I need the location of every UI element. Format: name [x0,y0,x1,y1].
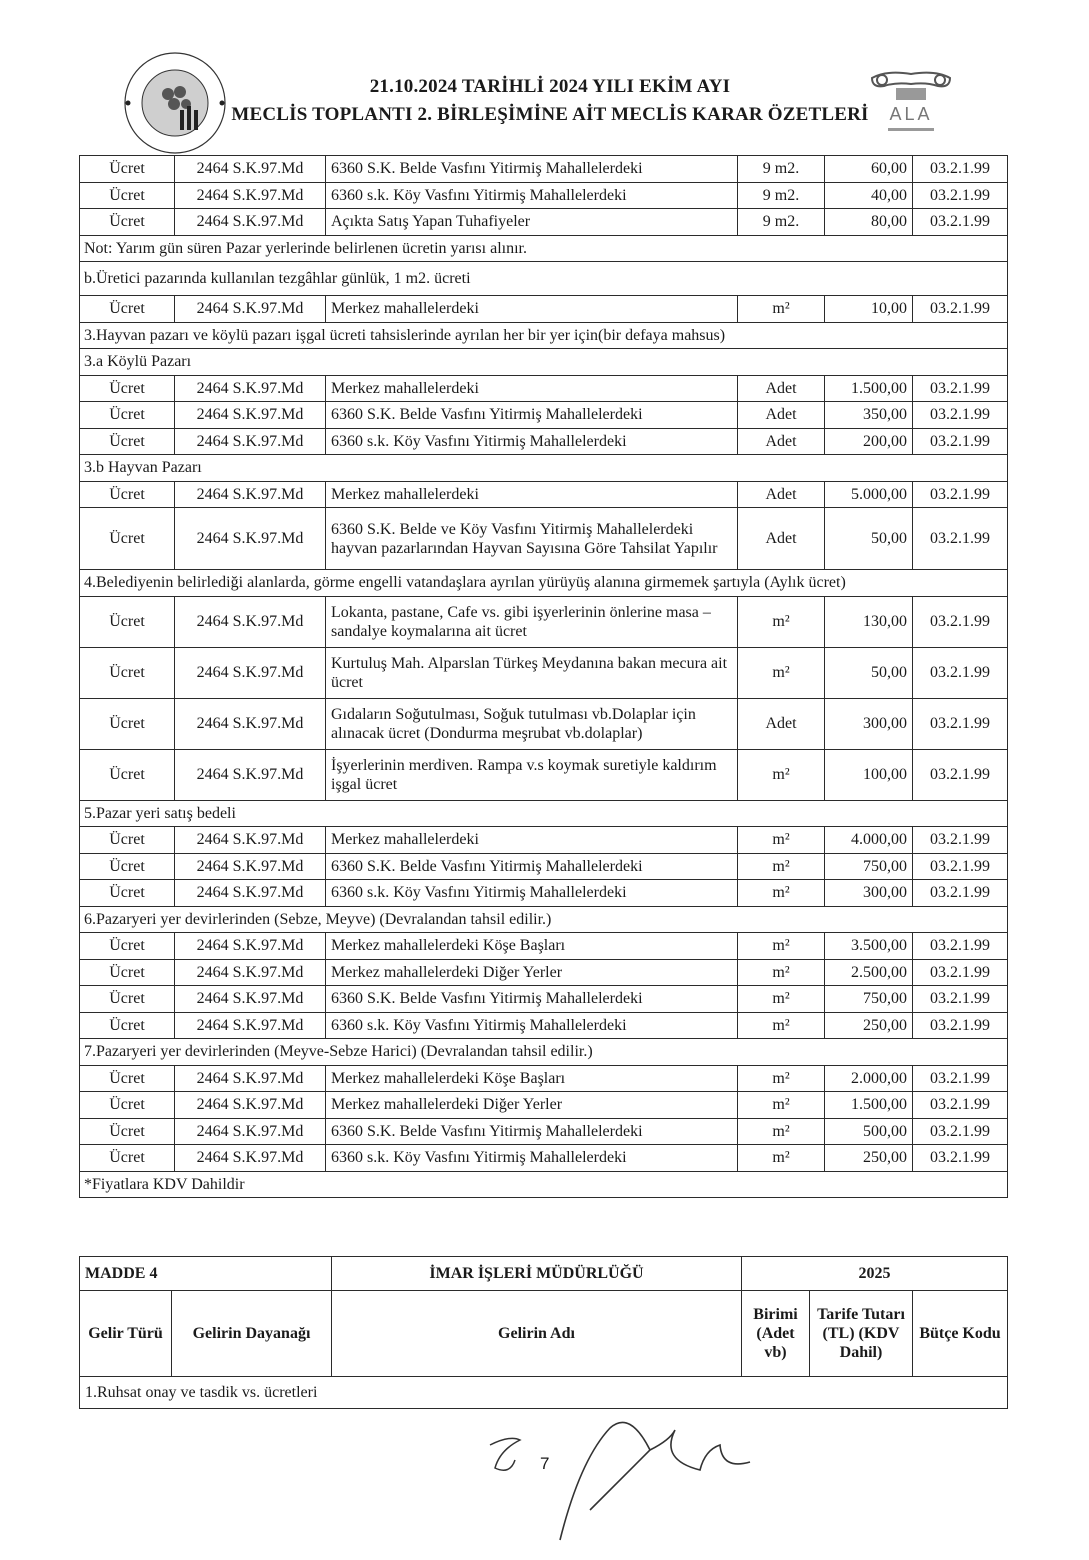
unit-cell: Adet [738,481,825,508]
tariff-cell: 750,00 [825,986,913,1013]
income-name-cell: Merkez mahallelerdeki [326,296,738,323]
income-type-cell: Ücret [80,959,175,986]
section-note: 3.a Köylü Pazarı [80,349,1008,376]
budget-code-cell: 03.2.1.99 [913,182,1008,209]
income-name-cell: Merkez mahallelerdeki [326,481,738,508]
col-header-income-basis: Gelirin Dayanağı [172,1291,332,1377]
table-row [80,698,1008,749]
income-type-cell: Ücret [80,880,175,907]
income-type-cell: Ücret [80,853,175,880]
table-row [80,1118,1008,1145]
income-type-cell: Ücret [80,827,175,854]
table-row [80,1012,1008,1039]
tariff-cell: 1.500,00 [825,375,913,402]
budget-code-cell: 03.2.1.99 [913,986,1008,1013]
legal-basis-cell: 2464 S.K.97.Md [175,933,326,960]
income-name-cell: 6360 S.K. Belde Vasfını Yitirmiş Mahallelerdeki [326,853,738,880]
income-type-cell: Ücret [80,508,175,570]
legal-basis-cell: 2464 S.K.97.Md [175,1012,326,1039]
tariff-cell: 500,00 [825,1118,913,1145]
table-row [80,853,1008,880]
unit-cell: m² [738,1065,825,1092]
section-note: 5.Pazar yeri satış bedeli [80,800,1008,827]
table-row [80,508,1008,570]
unit-cell: m² [738,933,825,960]
table-row [80,1092,1008,1119]
tariff-cell: 2.500,00 [825,959,913,986]
section-note-row [80,800,1008,827]
income-type-cell: Ücret [80,1092,175,1119]
handwritten-signature [460,1390,760,1550]
tariff-cell: 40,00 [825,182,913,209]
income-name-cell: 6360 S.K. Belde ve Köy Vasfını Yitirmiş Mahallelerdeki hayvan pazarlarından Hayvan Sayısına Göre Tahsilat Yapılır [326,508,738,570]
tariff-cell: 100,00 [825,749,913,800]
income-type-cell: Ücret [80,749,175,800]
tariff-cell: 300,00 [825,880,913,907]
ala-logo [866,68,956,138]
legal-basis-cell: 2464 S.K.97.Md [175,428,326,455]
tariff-cell: 4.000,00 [825,827,913,854]
section-note-row [80,349,1008,376]
unit-cell: Adet [738,698,825,749]
unit-cell: m² [738,647,825,698]
unit-cell: m² [738,1145,825,1172]
income-name-cell: Merkez mahallelerdeki Köşe Başları [326,933,738,960]
legal-basis-cell: 2464 S.K.97.Md [175,375,326,402]
unit-cell: m² [738,296,825,323]
income-type-cell: Ücret [80,182,175,209]
section-note: b.Üretici pazarında kullanılan tezgâhlar günlük, 1 m2. ücreti [80,262,1008,296]
budget-code-cell: 03.2.1.99 [913,959,1008,986]
income-type-cell: Ücret [80,296,175,323]
budget-code-cell: 03.2.1.99 [913,156,1008,183]
section-note-row [80,322,1008,349]
income-name-cell: 6360 S.K. Belde Vasfını Yitirmiş Mahallelerdeki [326,156,738,183]
income-name-cell: Merkez mahallelerdeki Diğer Yerler [326,1092,738,1119]
document-title-line1: 21.10.2024 TARİHLİ 2024 YILI EKİM AYI [369,76,731,97]
madde-label: MADDE 4 [80,1257,332,1291]
legal-basis-cell: 2464 S.K.97.Md [175,156,326,183]
tariff-cell: 2.000,00 [825,1065,913,1092]
col-header-income-name: Gelirin Adı [332,1291,742,1377]
income-name-cell: Merkez mahallelerdeki [326,827,738,854]
legal-basis-cell: 2464 S.K.97.Md [175,481,326,508]
budget-code-cell: 03.2.1.99 [913,508,1008,570]
table-row [80,1145,1008,1172]
budget-code-cell: 03.2.1.99 [913,481,1008,508]
income-type-cell: Ücret [80,1145,175,1172]
section-note-row [80,570,1008,597]
budget-code-cell: 03.2.1.99 [913,209,1008,236]
income-type-cell: Ücret [80,1012,175,1039]
legal-basis-cell: 2464 S.K.97.Md [175,402,326,429]
unit-cell: Adet [738,375,825,402]
income-name-cell: 6360 S.K. Belde Vasfını Yitirmiş Mahallelerdeki [326,402,738,429]
column-header-row [80,1291,1008,1377]
section-note: Not: Yarım gün süren Pazar yerlerinde belirlenen ücretin yarısı alınır. [80,235,1008,262]
table-row [80,827,1008,854]
legal-basis-cell: 2464 S.K.97.Md [175,698,326,749]
legal-basis-cell: 2464 S.K.97.Md [175,1118,326,1145]
section-note: 1.Ruhsat onay ve tasdik vs. ücretleri [80,1377,1008,1409]
tariff-cell: 250,00 [825,1145,913,1172]
budget-code-cell: 03.2.1.99 [913,296,1008,323]
budget-code-cell: 03.2.1.99 [913,827,1008,854]
table-row [80,209,1008,236]
madde-table [79,1256,1008,1409]
unit-cell: m² [738,1012,825,1039]
legal-basis-cell: 2464 S.K.97.Md [175,959,326,986]
income-type-cell: Ücret [80,986,175,1013]
tariff-cell: 250,00 [825,1012,913,1039]
income-name-cell: Lokanta, pastane, Cafe vs. gibi işyerlerinin önlerine masa – sandalye koymalarına ait ücret [326,596,738,647]
income-name-cell: 6360 s.k. Köy Vasfını Yitirmiş Mahallelerdeki [326,880,738,907]
tariff-cell: 350,00 [825,402,913,429]
budget-code-cell: 03.2.1.99 [913,698,1008,749]
income-type-cell: Ücret [80,596,175,647]
table-row [80,428,1008,455]
budget-code-cell: 03.2.1.99 [913,1092,1008,1119]
section-note-row [80,235,1008,262]
unit-cell: m² [738,1118,825,1145]
unit-cell: m² [738,986,825,1013]
table-row [80,647,1008,698]
legal-basis-cell: 2464 S.K.97.Md [175,827,326,854]
budget-code-cell: 03.2.1.99 [913,749,1008,800]
budget-code-cell: 03.2.1.99 [913,402,1008,429]
legal-basis-cell: 2464 S.K.97.Md [175,1145,326,1172]
income-type-cell: Ücret [80,156,175,183]
col-header-income-type: Gelir Türü [80,1291,172,1377]
income-type-cell: Ücret [80,375,175,402]
income-type-cell: Ücret [80,698,175,749]
budget-code-cell: 03.2.1.99 [913,647,1008,698]
unit-cell: m² [738,1092,825,1119]
legal-basis-cell: 2464 S.K.97.Md [175,296,326,323]
income-name-cell: Gıdaların Soğutulması, Soğuk tutulması vb.Dolaplar için alınacak ücret (Dondurma meşrubat vb.dolaplar) [326,698,738,749]
tariff-cell: 1.500,00 [825,1092,913,1119]
municipality-seal [120,48,230,158]
legal-basis-cell: 2464 S.K.97.Md [175,880,326,907]
budget-code-cell: 03.2.1.99 [913,1118,1008,1145]
income-name-cell: Kurtuluş Mah. Alparslan Türkeş Meydanına bakan mecura ait ücret [326,647,738,698]
unit-cell: Adet [738,402,825,429]
table-row [80,749,1008,800]
department-name: İMAR İŞLERİ MÜDÜRLÜĞÜ [332,1257,742,1291]
tariff-cell: 50,00 [825,508,913,570]
col-header-tariff: Tarife Tutarı (TL) (KDV Dahil) [810,1291,913,1377]
income-name-cell: 6360 s.k. Köy Vasfını Yitirmiş Mahallelerdeki [326,182,738,209]
budget-code-cell: 03.2.1.99 [913,1145,1008,1172]
section-note: 3.Hayvan pazarı ve köylü pazarı işgal ücreti tahsislerinde ayrılan her bir yer için(bir defaya mahsus) [80,322,1008,349]
income-name-cell: Merkez mahallelerdeki Köşe Başları [326,1065,738,1092]
budget-code-cell: 03.2.1.99 [913,428,1008,455]
budget-code-cell: 03.2.1.99 [913,933,1008,960]
tariff-cell: 5.000,00 [825,481,913,508]
table-row [80,375,1008,402]
madde-header-row [80,1257,1008,1291]
income-type-cell: Ücret [80,933,175,960]
tariff-cell: 50,00 [825,647,913,698]
table-row [80,596,1008,647]
section-note-row [80,1171,1008,1198]
unit-cell: m² [738,853,825,880]
page-number: 7 [540,1454,550,1473]
income-type-cell: Ücret [80,647,175,698]
legal-basis-cell: 2464 S.K.97.Md [175,986,326,1013]
table-row [80,959,1008,986]
table-row [80,880,1008,907]
tariff-cell: 200,00 [825,428,913,455]
section-note: 4.Belediyenin belirlediği alanlarda, görme engelli vatandaşlara ayrılan yürüyüş alanına girmemek şartıyla (Aylık ücret) [80,570,1008,597]
tariff-cell: 10,00 [825,296,913,323]
income-type-cell: Ücret [80,402,175,429]
legal-basis-cell: 2464 S.K.97.Md [175,1065,326,1092]
table-row [80,986,1008,1013]
legal-basis-cell: 2464 S.K.97.Md [175,209,326,236]
income-name-cell: Açıkta Satış Yapan Tuhafiyeler [326,209,738,236]
fee-table [79,155,1008,1198]
unit-cell: Adet [738,508,825,570]
table-row [80,933,1008,960]
unit-cell: 9 m2. [738,156,825,183]
section-note: 3.b Hayvan Pazarı [80,455,1008,482]
legal-basis-cell: 2464 S.K.97.Md [175,182,326,209]
unit-cell: m² [738,959,825,986]
unit-cell: m² [738,749,825,800]
section-note: *Fiyatlara KDV Dahildir [80,1171,1008,1198]
budget-code-cell: 03.2.1.99 [913,853,1008,880]
income-name-cell: Merkez mahallelerdeki [326,375,738,402]
section-note: 7.Pazaryeri yer devirlerinden (Meyve-Sebze Harici) (Devralandan tahsil edilir.) [80,1039,1008,1066]
income-name-cell: 6360 S.K. Belde Vasfını Yitirmiş Mahallelerdeki [326,1118,738,1145]
unit-cell: m² [738,596,825,647]
income-name-cell: İşyerlerinin merdiven. Rampa v.s koymak suretiyle kaldırım işgal ücret [326,749,738,800]
table-row [80,296,1008,323]
ala-logo-text: ALA [889,104,933,124]
unit-cell: Adet [738,428,825,455]
table-row [80,1065,1008,1092]
income-name-cell: Merkez mahallelerdeki Diğer Yerler [326,959,738,986]
legal-basis-cell: 2464 S.K.97.Md [175,853,326,880]
budget-code-cell: 03.2.1.99 [913,1065,1008,1092]
col-header-unit: Birimi (Adet vb) [742,1291,810,1377]
section-note-row [80,906,1008,933]
col-header-budget-code: Bütçe Kodu [913,1291,1008,1377]
income-type-cell: Ücret [80,1065,175,1092]
legal-basis-cell: 2464 S.K.97.Md [175,508,326,570]
income-type-cell: Ücret [80,481,175,508]
budget-code-cell: 03.2.1.99 [913,1012,1008,1039]
budget-code-cell: 03.2.1.99 [913,596,1008,647]
document-title-line2: MECLİS TOPLANTI 2. BİRLEŞİMİNE AİT MECLİS KARAR ÖZETLERİ [231,104,869,125]
income-name-cell: 6360 s.k. Köy Vasfını Yitirmiş Mahallelerdeki [326,1012,738,1039]
tariff-cell: 3.500,00 [825,933,913,960]
budget-code-cell: 03.2.1.99 [913,375,1008,402]
section-note-row [80,262,1008,296]
section-note: 6.Pazaryeri yer devirlerinden (Sebze, Meyve) (Devralandan tahsil edilir.) [80,906,1008,933]
income-name-cell: 6360 s.k. Köy Vasfını Yitirmiş Mahallelerdeki [326,1145,738,1172]
budget-code-cell: 03.2.1.99 [913,880,1008,907]
unit-cell: m² [738,880,825,907]
section-note-row [80,1039,1008,1066]
legal-basis-cell: 2464 S.K.97.Md [175,647,326,698]
unit-cell: 9 m2. [738,182,825,209]
unit-cell: m² [738,827,825,854]
table-row [80,481,1008,508]
income-name-cell: 6360 s.k. Köy Vasfını Yitirmiş Mahallelerdeki [326,428,738,455]
tariff-cell: 130,00 [825,596,913,647]
tariff-cell: 80,00 [825,209,913,236]
income-name-cell: 6360 S.K. Belde Vasfını Yitirmiş Mahallelerdeki [326,986,738,1013]
income-type-cell: Ücret [80,209,175,236]
legal-basis-cell: 2464 S.K.97.Md [175,749,326,800]
document-header [0,40,1089,160]
table-row [80,156,1008,183]
budget-year: 2025 [742,1257,1008,1291]
table-row [80,402,1008,429]
tariff-cell: 300,00 [825,698,913,749]
legal-basis-cell: 2464 S.K.97.Md [175,596,326,647]
section-note-row [80,455,1008,482]
legal-basis-cell: 2464 S.K.97.Md [175,1092,326,1119]
table-row [80,182,1008,209]
income-type-cell: Ücret [80,1118,175,1145]
tariff-cell: 750,00 [825,853,913,880]
unit-cell: 9 m2. [738,209,825,236]
tariff-cell: 60,00 [825,156,913,183]
income-type-cell: Ücret [80,428,175,455]
